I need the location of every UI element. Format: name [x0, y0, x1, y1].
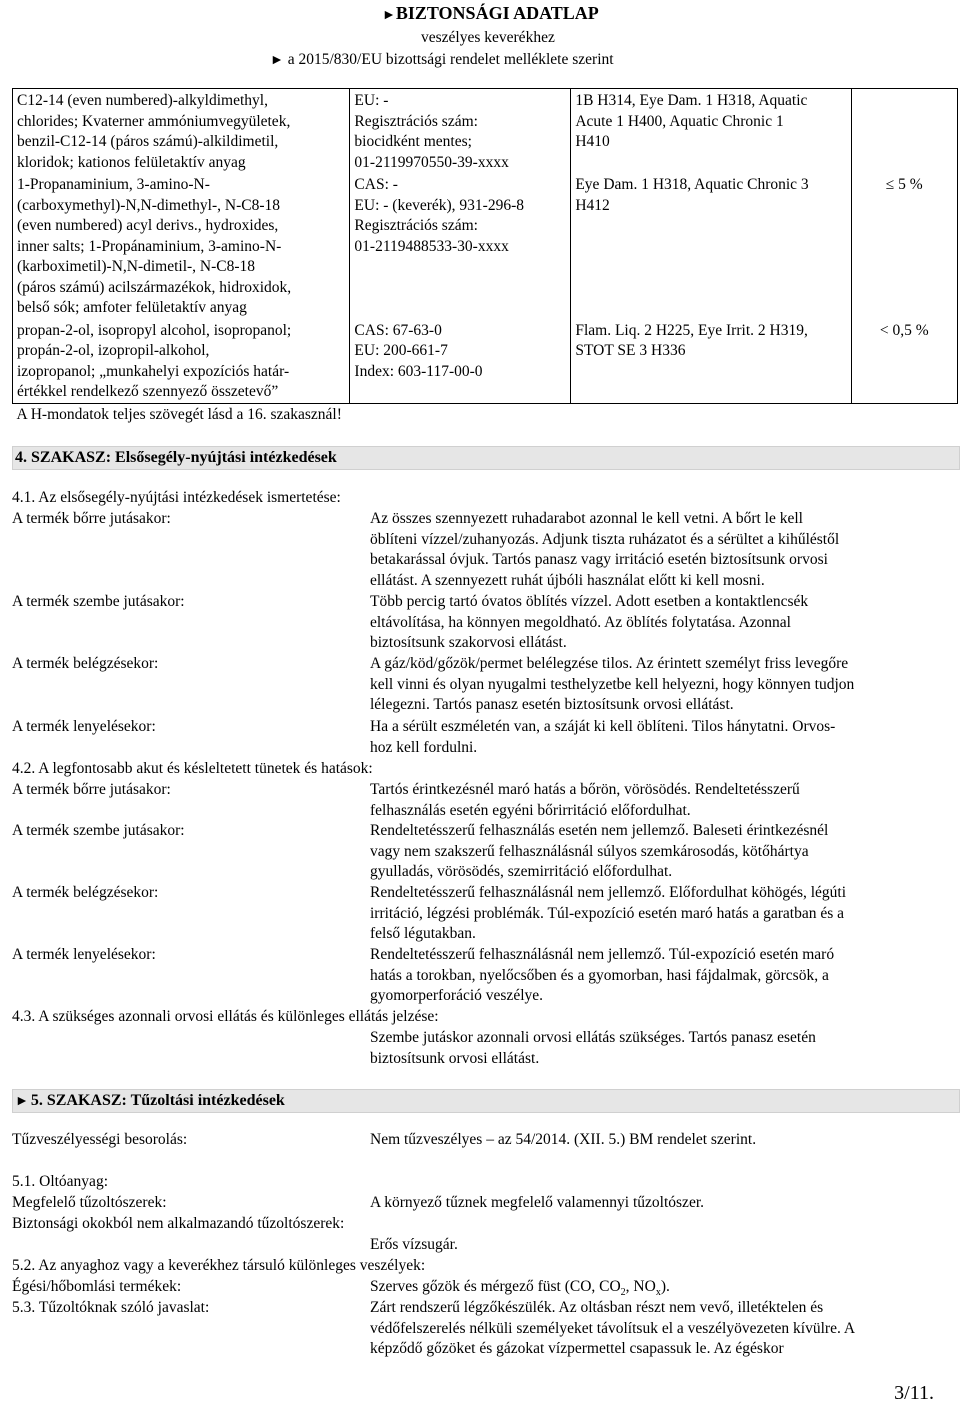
unsuitable-media-label: Biztonsági okokból nem alkalmazandó tűzoltószerek: [12, 1215, 345, 1232]
ingestion-effects-text: Rendeltetésszerű felhasználásnál nem jellemző. Túl-expozíció esetén maró hatás a torokban, nyelőcsőben és a gyomorban, hasi fájdalmak, görcsök, a gyomorperforáció veszélye. [370, 946, 835, 1004]
subsection-5-2-heading: 5.2. Az anyaghoz vagy a keverékhez társuló különleges veszélyek: [12, 1257, 426, 1274]
eye-effects-text: Rendeltetésszerű felhasználás esetén nem jellemző. Baleseti érintkezésnél vagy nem szakszerű felhasználásnál súlyos szemkárosodás, kötőhártya gyulladás, vörösödés, szemirritáció előfordulhat. [370, 822, 829, 880]
component-ids-cell: CAS: - EU: - (keverék), 931-296-8 Regisztrációs szám: 01-2119488533-30-xxxx [350, 173, 571, 319]
pointer-arrow-icon: ► [270, 53, 284, 68]
table-row [13, 319, 958, 404]
regulation-line: ► a 2015/830/EU bizottsági rendelet melléklete szerint [270, 51, 614, 68]
component-concentration-cell [851, 89, 957, 174]
ingestion-label: A termék lenyelésekor: [12, 718, 156, 735]
page-header [0, 2, 960, 72]
eye-effects-label: A termék szembe jutásakor: [12, 822, 185, 839]
table-row [13, 403, 958, 426]
section-5-header: ► 5. SZAKASZ: Tűzoltási intézkedések [12, 1089, 960, 1113]
subsection-4-2-heading: 4.2. A legfontosabb akut és késleltetett tünetek és hatások: [12, 760, 373, 777]
component-name-cell: propan-2-ol, isopropyl alcohol, isopropanol; propán-2-ol, izopropil-alkohol, izopropanol; „munkahelyi expozíciós határ- értékkel rendelkező szennyező összetevő” [13, 319, 350, 404]
medical-attention-text: Szembe jutáskor azonnali orvosi ellátás szükséges. Tartós panasz esetén biztosítsunk orvosi ellátást. [370, 1029, 816, 1067]
component-concentration-cell: ≤ 5 % [851, 173, 957, 319]
pointer-arrow-icon: ► [382, 8, 396, 23]
ingestion-effects-label: A termék lenyelésekor: [12, 946, 156, 963]
inhalation-label: A termék belégzésekor: [12, 655, 159, 672]
skin-effects-text: Tartós érintkezésnél maró hatás a bőrön, vörösödés. Rendeltetésszerű felhasználás esetén egyéni bőrirritáció előfordulhat. [370, 781, 800, 819]
document-subtitle: veszélyes keverékhez [421, 29, 555, 46]
subsection-4-1-heading: 4.1. Az elsősegély-nyújtási intézkedések ismertetése: [12, 489, 341, 506]
firefighter-advice-label: 5.3. Tűzoltóknak szóló javaslat: [12, 1299, 210, 1316]
document-title: ►BIZTONSÁGI ADATLAP [382, 3, 599, 23]
pointer-arrow-icon: ► [15, 1094, 29, 1109]
ingestion-text: Ha a sérült eszméletén van, a száját ki kell öblíteni. Tilos hánytatni. Orvos- hoz kell fordulni. [370, 718, 836, 756]
table-row [13, 173, 958, 319]
components-table [12, 88, 958, 426]
flammability-value: Nem tűzveszélyes – az 54/2014. (XII. 5.) BM rendelet szerint. [370, 1131, 757, 1148]
inhalation-text: A gáz/köd/gőzök/permet belélegzése tilos. Az érintett személyt friss levegőre kell vinni és olyan nyugalmi testhelyzetbe kell helyezni, hogy könnyen tudjon lélegezni. Tartós panasz esetén biztosítsunk orvosi ellátást. [370, 655, 855, 713]
skin-effects-label: A termék bőrre jutásakor: [12, 781, 171, 798]
table-row [13, 89, 958, 174]
h-statements-footnote: A H-mondatok teljes szövegét lásd a 16. szakasznál! [16, 405, 342, 423]
component-classification-cell: Eye Dam. 1 H318, Aquatic Chronic 3 H412 [571, 173, 851, 319]
suitable-media-label: Megfelelő tűzoltószerek: [12, 1194, 167, 1211]
combustion-products-label: Égési/hőbomlási termékek: [12, 1278, 182, 1295]
unsuitable-media-value: Erős vízsugár. [370, 1236, 458, 1253]
subsection-5-1-heading: 5.1. Oltóanyag: [12, 1173, 108, 1190]
component-ids-cell: EU: - Regisztrációs szám: biocidként mentes; 01-2119970550-39-xxxx [350, 89, 571, 174]
section-4-header: 4. SZAKASZ: Elsősegély-nyújtási intézkedések [12, 446, 960, 470]
component-classification-cell: Flam. Liq. 2 H225, Eye Irrit. 2 H319, STOT SE 3 H336 [571, 319, 851, 404]
component-ids-cell: CAS: 67-63-0 EU: 200-661-7 Index: 603-117-00-0 [350, 319, 571, 404]
component-name-cell: C12-14 (even numbered)-alkyldimethyl, chlorides; Kvaterner ammóniumvegyületek, benzil-C12-14 (páros számú)-alkildimetil, kloridok; kationos felületaktív anyag [13, 89, 350, 174]
subsection-4-3-heading: 4.3. A szükséges azonnali orvosi ellátás és különleges ellátás jelzése: [12, 1008, 439, 1025]
skin-contact-text: Az összes szennyezett ruhadarabot azonnal le kell vetni. A bőrt le kell öblíteni vízzel/zuhanyozás. Adjunk tiszta ruházatot és a sérültet a kihűléstől betakarással óvjuk. Tartós panasz vagy irritáció esetén biztosítsunk orvosi ellátást. A szennyezett ruhát újbóli használat előtt ki kell mosni. [370, 510, 840, 589]
inhalation-effects-label: A termék belégzésekor: [12, 884, 159, 901]
inhalation-effects-text: Rendeltetésszerű felhasználásnál nem jellemző. Előfordulhat köhögés, légúti irritáció, légzési problémák. Túl-expozíció esetén maró hatás a garatban és a felső légutakban. [370, 884, 847, 942]
component-name-cell: 1-Propanaminium, 3-amino-N- (carboxymethyl)-N,N-dimethyl-, N-C8-18 (even numbered) acyl derivs., hydroxides, inner salts; 1-Propánaminium, 3-amino-N- (karboximetil)-N,N-dimetil-, N-C8-18 (páros számú) acilszármazékok, hidroxidok, belső sók; amfoter felületaktív anyag [13, 173, 350, 319]
flammability-label: Tűzveszélyességi besorolás: [12, 1131, 188, 1148]
component-concentration-cell: < 0,5 % [851, 319, 957, 404]
page-number: 3/11. [894, 1381, 934, 1404]
eye-contact-text: Több percig tartó óvatos öblítés vízzel. Adott esetben a kontaktlencsék eltávolítása, ha könnyen megoldható. Az öblítés folytatása. Azonnal biztosítsunk szakorvosi ellátást. [370, 593, 809, 651]
firefighter-advice-text: Zárt rendszerű légzőkészülék. Az oltásban részt nem vevő, illetéktelen és védőfelszerelés nélküli személyeket távolítsuk el a veszélyövezeten kívülre. A képződő gőzöket és gázokat vízpermettel csapassuk le. Az égéskor [370, 1299, 856, 1357]
suitable-media-value: A környező tűznek megfelelő valamennyi tűzoltószer. [370, 1194, 704, 1211]
eye-contact-label: A termék szembe jutásakor: [12, 593, 185, 610]
skin-contact-label: A termék bőrre jutásakor: [12, 510, 171, 527]
component-classification-cell: 1B H314, Eye Dam. 1 H318, Aquatic Acute 1 H400, Aquatic Chronic 1 H410 [571, 89, 851, 174]
combustion-products-value: Szerves gőzök és mérgező füst (CO, $CO_2$, $NO_x$). [370, 1278, 670, 1299]
